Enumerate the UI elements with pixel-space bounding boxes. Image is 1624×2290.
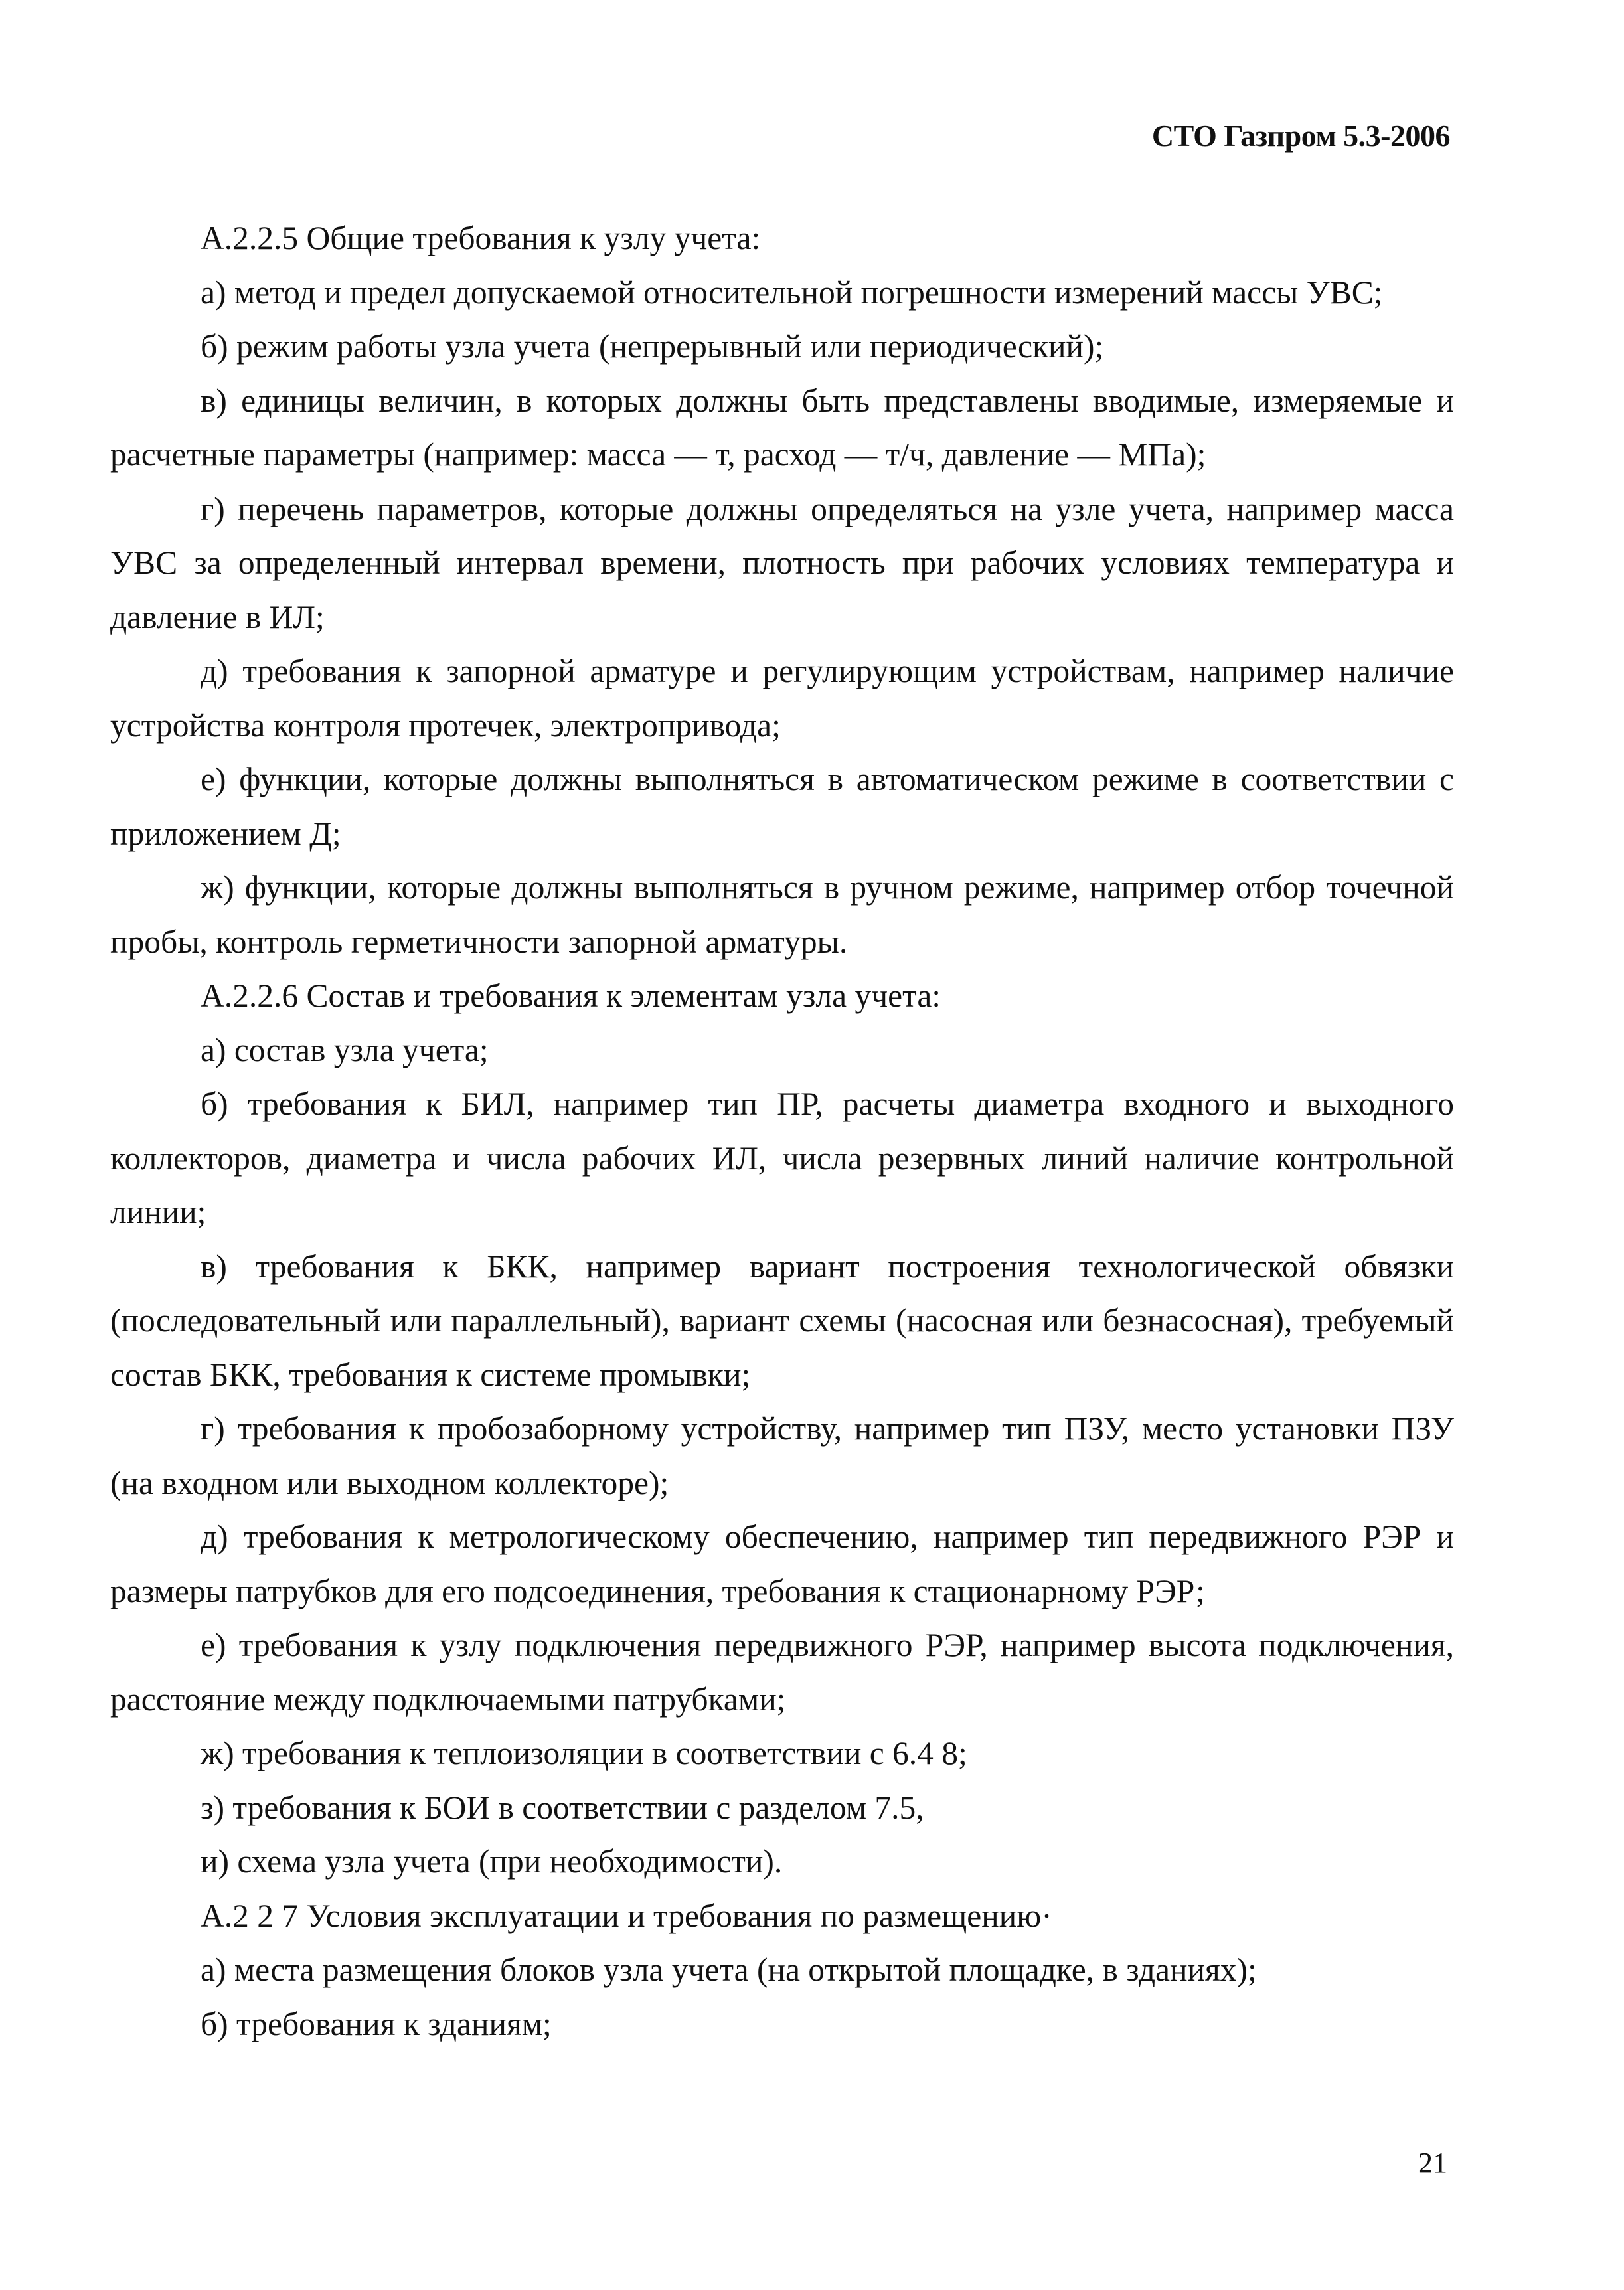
document-body xyxy=(110,211,1454,2051)
list-item: ж) требования к теплоизоляции в соответствии с 6.4 8; xyxy=(201,1735,967,1771)
list-item: г) требования к пробозаборному устройству, например тип ПЗУ, место установки ПЗУ (на входном или выходном коллекторе); xyxy=(110,1410,1454,1501)
list-item: а) состав узла учета; xyxy=(201,1031,489,1068)
list-item: а) места размещения блоков узла учета (на открытой площадке, в зданиях); xyxy=(201,1951,1257,1988)
list-item: д) требования к метрологическому обеспечению, например тип передвижного РЭР и размеры патрубков для его подсоединения, требования к стационарному РЭР; xyxy=(110,1518,1454,1609)
list-item: в) требования к БКК, например вариант построения технологической обвязки (последовательный или параллельный), вариант схемы (насосная или безнасосная), требуемый состав БКК, требования к системе промывки; xyxy=(110,1248,1454,1393)
section-heading-a227: А.2 2 7 Условия эксплуатации и требования по размещению· xyxy=(201,1897,1052,1934)
list-item: з) требования к БОИ в соответствии с разделом 7.5, xyxy=(201,1789,924,1826)
list-item: и) схема узла учета (при необходимости). xyxy=(201,1843,783,1880)
list-item: б) требования к БИЛ, например тип ПР, расчеты диаметра входного и выходного коллекторов, диаметра и числа рабочих ИЛ, числа резервных линий наличие контрольной линии; xyxy=(110,1086,1454,1230)
list-item: д) требования к запорной арматуре и регулирующим устройствам, например наличие устройства контроля протечек, электропривода; xyxy=(110,653,1454,744)
list-item: б) требования к зданиям; xyxy=(201,2005,552,2042)
list-item: а) метод и предел допускаемой относительной погрешности измерений массы УВС; xyxy=(201,274,1383,311)
list-item: в) единицы величин, в которых должны быть представлены вводимые, измеряемые и расчетные параметры (например: масса — т, расход — т/ч, давление — МПа); xyxy=(110,382,1454,473)
page-number: 21 xyxy=(1418,2147,1447,2179)
list-item: е) функции, которые должны выполняться в автоматическом режиме в соответствии с приложением Д; xyxy=(110,761,1454,852)
section-heading-a226: А.2.2.6 Состав и требования к элементам узла учета: xyxy=(201,977,941,1014)
list-item: б) режим работы узла учета (непрерывный или периодический); xyxy=(201,328,1104,365)
document-header-id: СТО Газпром 5.3-2006 xyxy=(1151,119,1450,153)
list-item: ж) функции, которые должны выполняться в ручном режиме, например отбор точечной пробы, контроль герметичности запорной арматуры. xyxy=(110,869,1454,960)
section-heading-a225: А.2.2.5 Общие требования к узлу учета: xyxy=(201,220,761,256)
list-item: е) требования к узлу подключения передвижного РЭР, например высота подключения, расстояние между подключаемыми патрубками; xyxy=(110,1627,1454,1718)
list-item: г) перечень параметров, которые должны определяться на узле учета, например масса УВС за определенный интервал времени, плотность при рабочих условиях температура и давление в ИЛ; xyxy=(110,490,1454,635)
